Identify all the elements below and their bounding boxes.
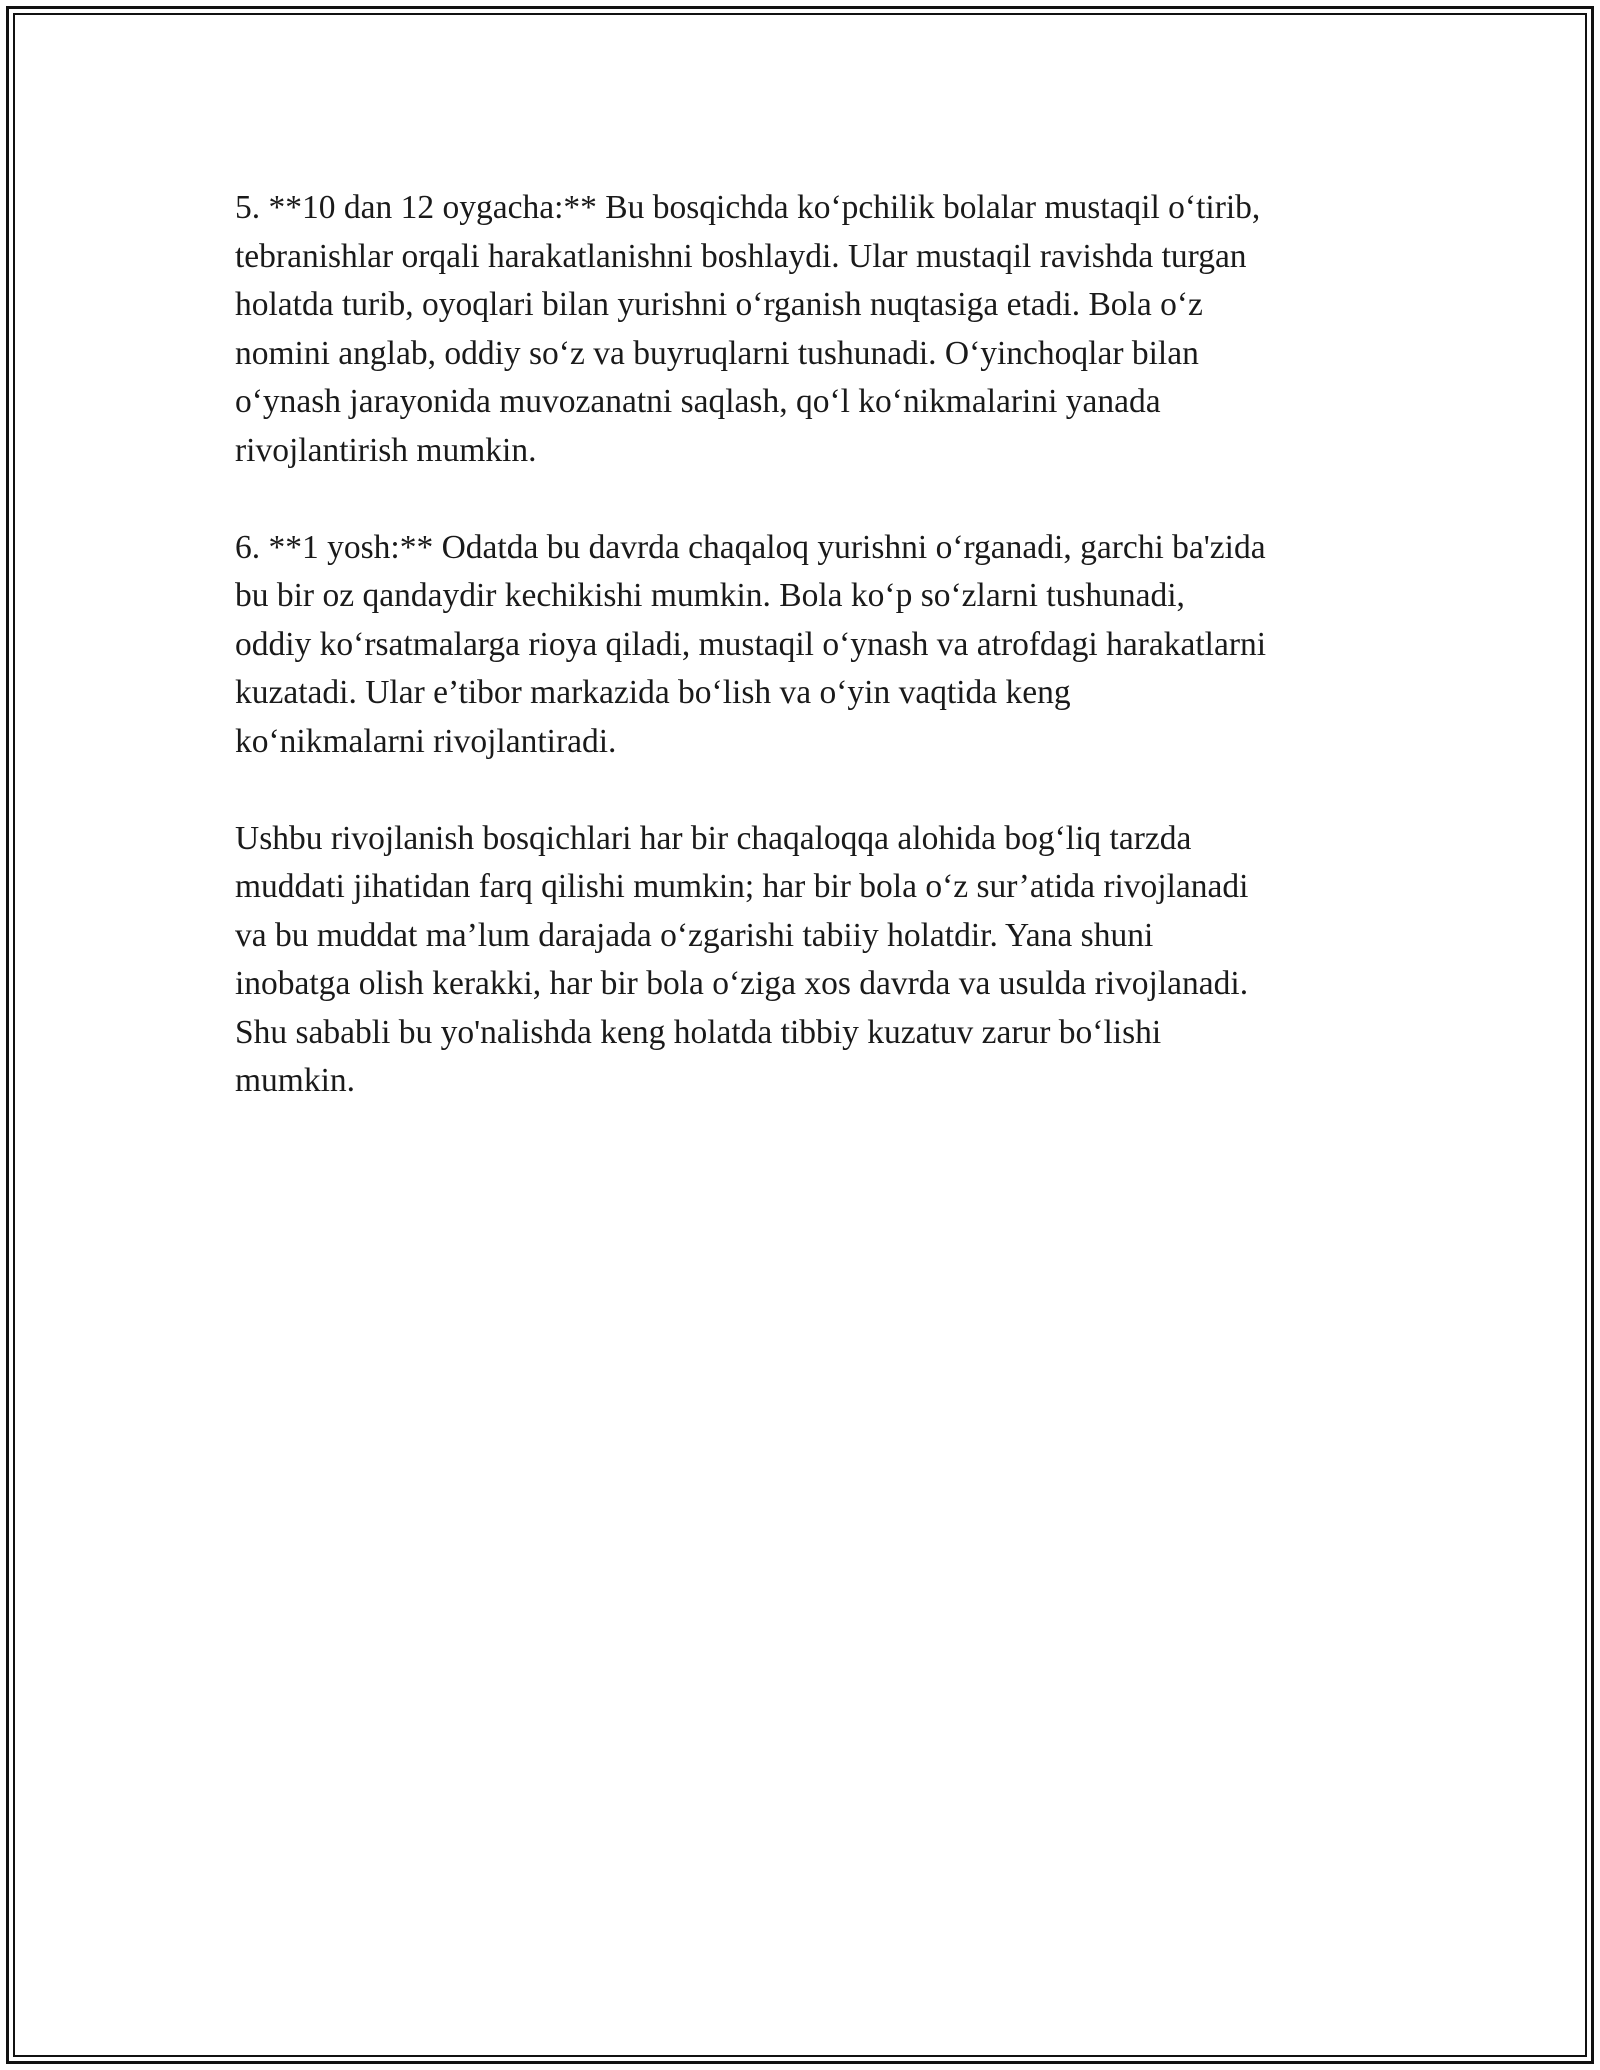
text-line: 6. **1 yosh:** Odatda bu davrda chaqaloq yurishni oʻrganadi, garchi ba'zida <box>235 528 1266 566</box>
text-line: inobatga olish kerakki, har bir bola oʻziga xos davrda va usulda rivojlanadi. <box>235 965 1249 1002</box>
text-line: holatda turib, oyoqlari bilan yurishni oʻrganish nuqtasiga etadi. Bola oʻz <box>235 286 1203 323</box>
text-line: kuzatadi. Ular e’tibor markazida boʻlish va oʻyin vaqtida keng <box>235 674 1071 711</box>
paragraph-stage-5 <box>235 184 1375 475</box>
text-line: oddiy koʻrsatmalarga rioya qiladi, mustaqil oʻynash va atrofdagi harakatlarni <box>235 625 1267 663</box>
text-line: bu bir oz qandaydir kechikishi mumkin. Bola koʻp soʻzlarni tushunadi, <box>235 577 1185 614</box>
paragraph-stage-6 <box>235 524 1375 767</box>
paragraph-conclusion <box>235 815 1375 1106</box>
text-line: muddati jihatidan farq qilishi mumkin; har bir bola oʻz sur’atida rivojlanadi <box>235 868 1249 905</box>
text-line: mumkin. <box>235 1062 356 1099</box>
text-line: Ushbu rivojlanish bosqichlari har bir chaqaloqqa alohida bogʻliq tarzda <box>235 819 1192 857</box>
text-line: Shu sababli bu yo'nalishda keng holatda tibbiy kuzatuv zarur boʻlishi <box>235 1013 1162 1051</box>
text-line: oʻynash jarayonida muvozanatni saqlash, qoʻl koʻnikmalarini yanada <box>235 383 1161 420</box>
text-line: koʻnikmalarni rivojlantiradi. <box>235 722 617 760</box>
text-line: nomini anglab, oddiy soʻz va buyruqlarni tushunadi. Oʻyinchoqlar bilan <box>235 334 1199 372</box>
text-line: tebranishlar orqali harakatlanishni boshlaydi. Ular mustaqil ravishda turgan <box>235 237 1247 275</box>
document-body <box>235 184 1375 1154</box>
text-line: 5. **10 dan 12 oygacha:** Bu bosqichda koʻpchilik bolalar mustaqil oʻtirib, <box>235 189 1261 226</box>
text-line: va bu muddat ma’lum darajada oʻzgarishi tabiiy holatdir. Yana shuni <box>235 916 1154 954</box>
text-line: rivojlantirish mumkin. <box>235 431 537 469</box>
